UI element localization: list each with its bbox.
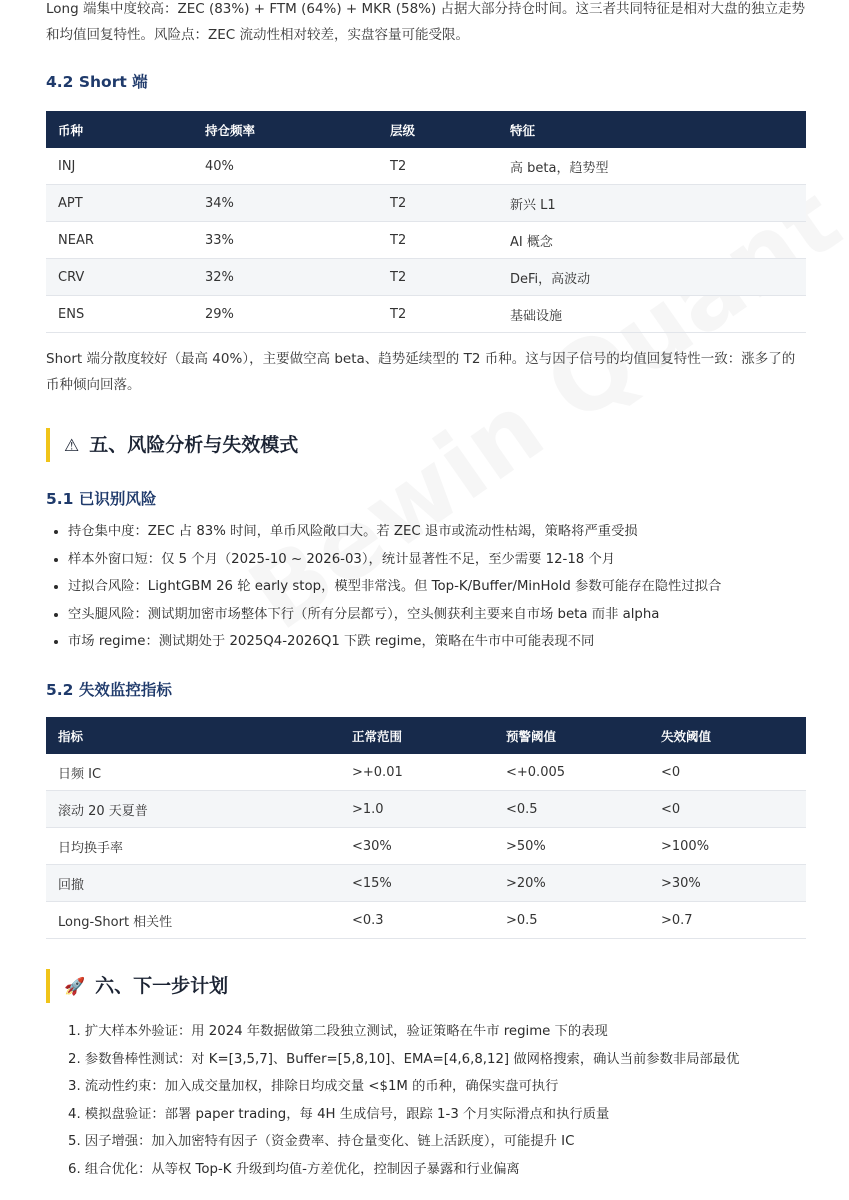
column-header: 失效阈值 <box>661 728 712 744</box>
list-item: 2. 参数鲁棒性测试：对 K=[3,5,7]、Buffer=[5,8,10]、EMA=[4,6,8,12] 做网格搜索，确认当前参数非局部最优 <box>68 1051 740 1067</box>
monitor-heading: 5.2 失效监控指标 <box>46 681 172 699</box>
table-row <box>46 222 806 259</box>
table-cell: <0 <box>649 791 806 828</box>
table-row <box>46 259 806 296</box>
identified-risk-list <box>46 518 828 656</box>
list-item: • 过拟合风险：LightGBM 26 轮 early stop，模型非常浅。但 Top-K/Buffer/MinHold 参数可能存在隐性过拟合 <box>68 573 828 601</box>
table-cell: <0.5 <box>494 791 649 828</box>
table-cell: INJ <box>46 148 193 185</box>
table-cell: >0.7 <box>649 902 806 939</box>
column-header: 指标 <box>58 728 84 744</box>
short-holdings-table <box>46 111 806 333</box>
next-steps-list <box>46 1018 828 1183</box>
table-header-row <box>46 111 806 148</box>
table-cell: 40% <box>193 148 378 185</box>
column-header: 持仓频率 <box>205 122 256 138</box>
warning-icon: ⚠ <box>64 436 80 456</box>
table-cell: 33% <box>193 222 378 259</box>
table-cell: CRV <box>46 259 193 296</box>
list-item: 4. 模拟盘验证：部署 paper trading，每 4H 生成信号，跟踪 1-3 个月实际滑点和执行质量 <box>68 1106 610 1122</box>
short-analysis-paragraph: Short 端分散度较好（最高 40%），主要做空高 beta、趋势延续型的 T2 币种。这与因子信号的均值回复特性一致：涨多了的币种倾向回落。 <box>46 351 796 393</box>
list-item: • 空头腿风险：测试期加密市场整体下行（所有分层都亏），空头侧获利主要来自市场 beta 而非 alpha <box>68 601 828 629</box>
long-concentration-paragraph: Long 端集中度较高：ZEC (83%) + FTM (64%) + MKR (58%) 占据大部分持仓时间。这三者共同特征是相对大盘的独立走势和均值回复特性。风险点：ZEC 流动性相对较差，实盘容量可能受限。 <box>46 1 806 43</box>
table-cell: 32% <box>193 259 378 296</box>
list-item: • 样本外窗口短：仅 5 个月（2025-10 ~ 2026-03），统计显著性不足，至少需要 12-18 个月 <box>68 546 828 574</box>
table-cell: 回撤 <box>46 865 340 902</box>
table-cell: <30% <box>340 828 494 865</box>
list-item: 6. 组合优化：从等权 Top-K 升级到均值-方差优化，控制因子暴露和行业偏离 <box>68 1161 520 1177</box>
table-cell: ENS <box>46 296 193 333</box>
column-header: 正常范围 <box>352 728 403 744</box>
table-cell: <0.3 <box>340 902 494 939</box>
table-cell: NEAR <box>46 222 193 259</box>
table-cell: T2 <box>378 148 498 185</box>
table-cell: <0 <box>649 754 806 791</box>
table-cell: T2 <box>378 222 498 259</box>
column-header: 特征 <box>510 122 536 138</box>
table-cell: APT <box>46 185 193 222</box>
table-row <box>46 828 806 865</box>
table-row <box>46 148 806 185</box>
table-row <box>46 296 806 333</box>
table-cell: >0.5 <box>494 902 649 939</box>
next-steps-title: 六、下一步计划 <box>95 975 229 997</box>
table-cell: <15% <box>340 865 494 902</box>
table-cell: 34% <box>193 185 378 222</box>
risk-section-title: 五、风险分析与失效模式 <box>89 434 299 456</box>
table-cell: DeFi，高波动 <box>498 259 806 296</box>
table-cell: T2 <box>378 259 498 296</box>
risk-section-heading <box>46 428 806 462</box>
table-row <box>46 902 806 939</box>
table-cell: 日频 IC <box>46 754 340 791</box>
table-cell: 基础设施 <box>498 296 806 333</box>
list-item: 3. 流动性约束：加入成交量加权，排除日均成交量 <$1M 的币种，确保实盘可执行 <box>68 1079 559 1094</box>
short-section-heading: 4.2 Short 端 <box>46 73 148 91</box>
next-steps-section-heading <box>46 969 806 1003</box>
rocket-icon: 🚀 <box>64 977 86 997</box>
table-cell: >50% <box>494 828 649 865</box>
monitor-metrics-table <box>46 717 806 939</box>
column-header: 币种 <box>58 122 84 138</box>
table-cell: Long-Short 相关性 <box>46 902 340 939</box>
table-cell: T2 <box>378 185 498 222</box>
list-item: • 市场 regime：测试期处于 2025Q4-2026Q1 下跌 regime，策略在牛市中可能表现不同 <box>68 628 828 656</box>
column-header: 层级 <box>390 122 416 138</box>
table-row <box>46 791 806 828</box>
list-item: • 持仓集中度：ZEC 占 83% 时间，单币风险敞口大。若 ZEC 退市或流动性枯竭，策略将严重受损 <box>68 518 828 546</box>
table-row <box>46 754 806 791</box>
table-cell: 新兴 L1 <box>498 185 806 222</box>
table-cell: >20% <box>494 865 649 902</box>
table-cell: >+0.01 <box>340 754 494 791</box>
table-cell: T2 <box>378 296 498 333</box>
table-cell: >100% <box>649 828 806 865</box>
table-cell: AI 概念 <box>498 222 806 259</box>
table-row <box>46 865 806 902</box>
table-cell: <+0.005 <box>494 754 649 791</box>
table-cell: 日均换手率 <box>46 828 340 865</box>
table-header-row <box>46 717 806 754</box>
table-cell: 滚动 20 天夏普 <box>46 791 340 828</box>
column-header: 预警阈值 <box>506 728 557 744</box>
table-cell: 高 beta，趋势型 <box>498 148 806 185</box>
table-cell: >1.0 <box>340 791 494 828</box>
table-row <box>46 185 806 222</box>
identified-risk-heading: 5.1 已识别风险 <box>46 490 157 508</box>
table-cell: >30% <box>649 865 806 902</box>
list-item: 5. 因子增强：加入加密特有因子（资金费率、持仓量变化、链上活跃度），可能提升 IC <box>68 1134 575 1149</box>
table-cell: 29% <box>193 296 378 333</box>
list-item: 1. 扩大样本外验证：用 2024 年数据做第二段独立测试，验证策略在牛市 regime 下的表现 <box>68 1024 608 1039</box>
